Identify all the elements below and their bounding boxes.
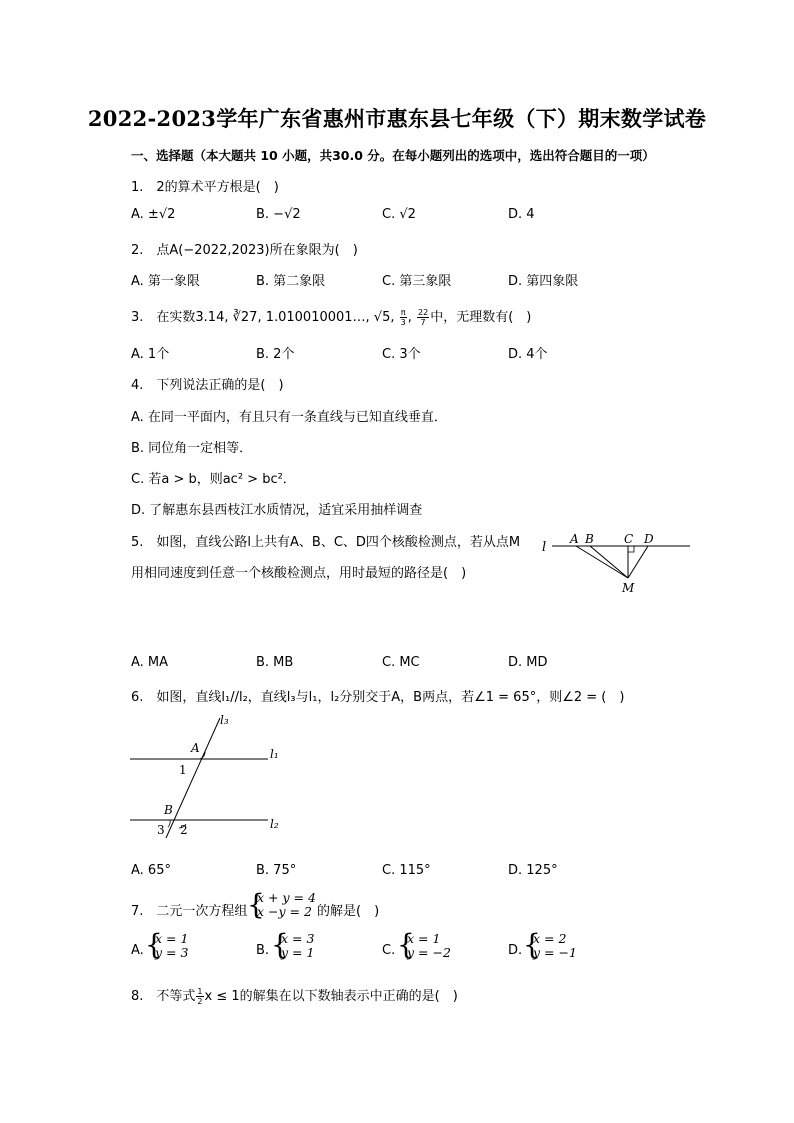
question-4-option-a: A. 在同一平面内，有且只有一条直线与已知直线垂直． <box>131 410 447 425</box>
label-l2: l₂ <box>270 817 279 831</box>
label-l: l <box>542 540 547 555</box>
question-7-option-b <box>281 932 314 960</box>
question-8-stem-end: x ≤ 1的解集在以下数轴表示中正确的是( ) <box>204 989 458 1004</box>
option-a-line-2: y = 3 <box>155 945 189 960</box>
22-over-7-fraction: $\frac{22}{7}$ <box>418 308 429 327</box>
segment-mb <box>590 546 628 578</box>
option-a-brace: { <box>145 928 163 961</box>
section-heading: 一、选择题（本大题共 10 小题，共30.0 分。在每小题列出的选项中，选出符合题目的一项） <box>131 148 655 163</box>
question-2-option-a: A. 第一象限 <box>131 274 200 289</box>
question-6-option-d: D. 125° <box>508 863 558 878</box>
label-c: C <box>624 532 634 546</box>
question-4-stem: 4. 下列说法正确的是( ) <box>131 378 284 393</box>
question-7-option-a-label: A. <box>131 943 144 958</box>
question-4-option-c: C. 若a > b，则ac² > bc²． <box>131 472 296 487</box>
label-angle-1: 1 <box>179 763 187 777</box>
equation-2: x −y = 2 <box>257 904 312 919</box>
label-b: B <box>585 532 594 546</box>
question-3-stem-start: 3. 在实数3.14, ∛27, 1.010010001…, √5, <box>131 310 399 325</box>
question-6-option-c: C. 115° <box>382 863 431 878</box>
question-2-option-b: B. 第二象限 <box>256 274 326 289</box>
segment-md <box>628 546 648 578</box>
question-1-stem: 1. 2的算术平方根是( ) <box>131 180 279 195</box>
question-5-option-a: A. MA <box>131 655 169 670</box>
question-7-option-c <box>407 932 451 960</box>
question-1-option-c: C. √2 <box>382 207 416 222</box>
road-checkpoint-figure <box>538 528 698 598</box>
question-8-stem <box>131 985 458 1006</box>
option-b-line-2: y = 1 <box>281 945 315 960</box>
question-7-option-b-label: B. <box>256 943 270 958</box>
question-3-option-a: A. 1个 <box>131 347 170 362</box>
question-3-option-b: B. 2个 <box>256 347 295 362</box>
question-7-stem-start: 7. 二元一次方程组 <box>131 904 248 919</box>
equation-1: x + y = 4 <box>257 890 316 905</box>
option-b-brace: { <box>271 928 289 961</box>
label-a: A <box>570 532 579 546</box>
pi-over-3-fraction: $\frac{\pi}{3}$ <box>400 308 406 327</box>
question-2-option-c: C. 第三象限 <box>382 274 452 289</box>
question-7-stem-end: 的解是( ) <box>317 904 380 919</box>
one-half-fraction: $\frac{1}{2}$ <box>197 987 203 1006</box>
question-1-option-b: B. −√2 <box>256 207 301 222</box>
question-3-option-d: D. 4个 <box>508 347 548 362</box>
label-angle-3: 3 <box>157 823 165 837</box>
label-point-b: B <box>164 803 173 817</box>
question-1-option-a: A. ±√2 <box>131 207 176 222</box>
question-8-stem-start: 8. 不等式 <box>131 989 196 1004</box>
segment-ma <box>576 546 628 578</box>
label-l1: l₁ <box>270 747 279 761</box>
question-6-option-a: A. 65° <box>131 863 171 878</box>
question-7-system-brace: { <box>247 888 265 921</box>
right-angle-mark <box>628 546 634 552</box>
question-5-option-c: C. MC <box>382 655 420 670</box>
label-l3: l₃ <box>220 713 229 727</box>
question-2-stem: 2. 点A(−2022,2023)所在象限为( ) <box>131 243 358 258</box>
question-5-option-d: D. MD <box>508 655 548 670</box>
label-point-a: A <box>191 741 200 755</box>
question-3-option-c: C. 3个 <box>382 347 421 362</box>
option-d-brace: { <box>523 928 541 961</box>
question-6-stem: 6. 如图，直线l₁//l₂，直线l₃与l₁，l₂分别交于A，B两点，若∠1 = 65°，则∠2 = ( ) <box>131 690 625 705</box>
question-1-option-d: D. 4 <box>508 207 535 222</box>
option-b-line-1: x = 3 <box>281 931 315 946</box>
question-5-stem-line-2: 用相同速度到任意一个核酸检测点，用时最短的路径是( ) <box>131 566 467 581</box>
angle-3-arc <box>168 820 170 827</box>
question-7-equation-system <box>257 891 316 919</box>
page-title: 2022-2023学年广东省惠州市惠东县七年级（下）期末数学试卷 <box>87 106 707 131</box>
question-3-stem: 3. 在实数3.14, ∛27, 1.010010001…, √5, $\frac{\pi}{3}$ , $\frac{22}{7}$ 中，无理数有( ) <box>131 308 532 327</box>
option-c-brace: { <box>397 928 415 961</box>
question-7-option-a <box>155 932 188 960</box>
question-7-option-c-label: C. <box>382 943 396 958</box>
question-7-option-d <box>533 932 577 960</box>
option-d-line-1: x = 2 <box>533 931 567 946</box>
question-5-option-b: B. MB <box>256 655 294 670</box>
label-d: D <box>644 532 654 546</box>
label-m: M <box>622 581 635 595</box>
label-angle-2: 2 <box>180 823 188 837</box>
question-3-stem-end: 中，无理数有( ) <box>430 310 532 325</box>
option-c-line-2: y = −2 <box>407 945 451 960</box>
question-4-option-b: B. 同位角一定相等． <box>131 441 253 456</box>
question-7-option-d-label: D. <box>508 943 523 958</box>
question-5-stem-line-1: 5. 如图，直线公路l上共有A、B、C、D四个核酸检测点，若从点M <box>131 535 521 550</box>
question-2-option-d: D. 第四象限 <box>508 274 579 289</box>
option-a-line-1: x = 1 <box>155 931 189 946</box>
option-d-line-2: y = −1 <box>533 945 577 960</box>
question-6-option-b: B. 75° <box>256 863 297 878</box>
option-c-line-1: x = 1 <box>407 931 441 946</box>
question-4-option-d: D. 了解惠东县西枝江水质情况，适宜采用抽样调查 <box>131 503 423 518</box>
parallel-lines-figure <box>126 710 296 842</box>
